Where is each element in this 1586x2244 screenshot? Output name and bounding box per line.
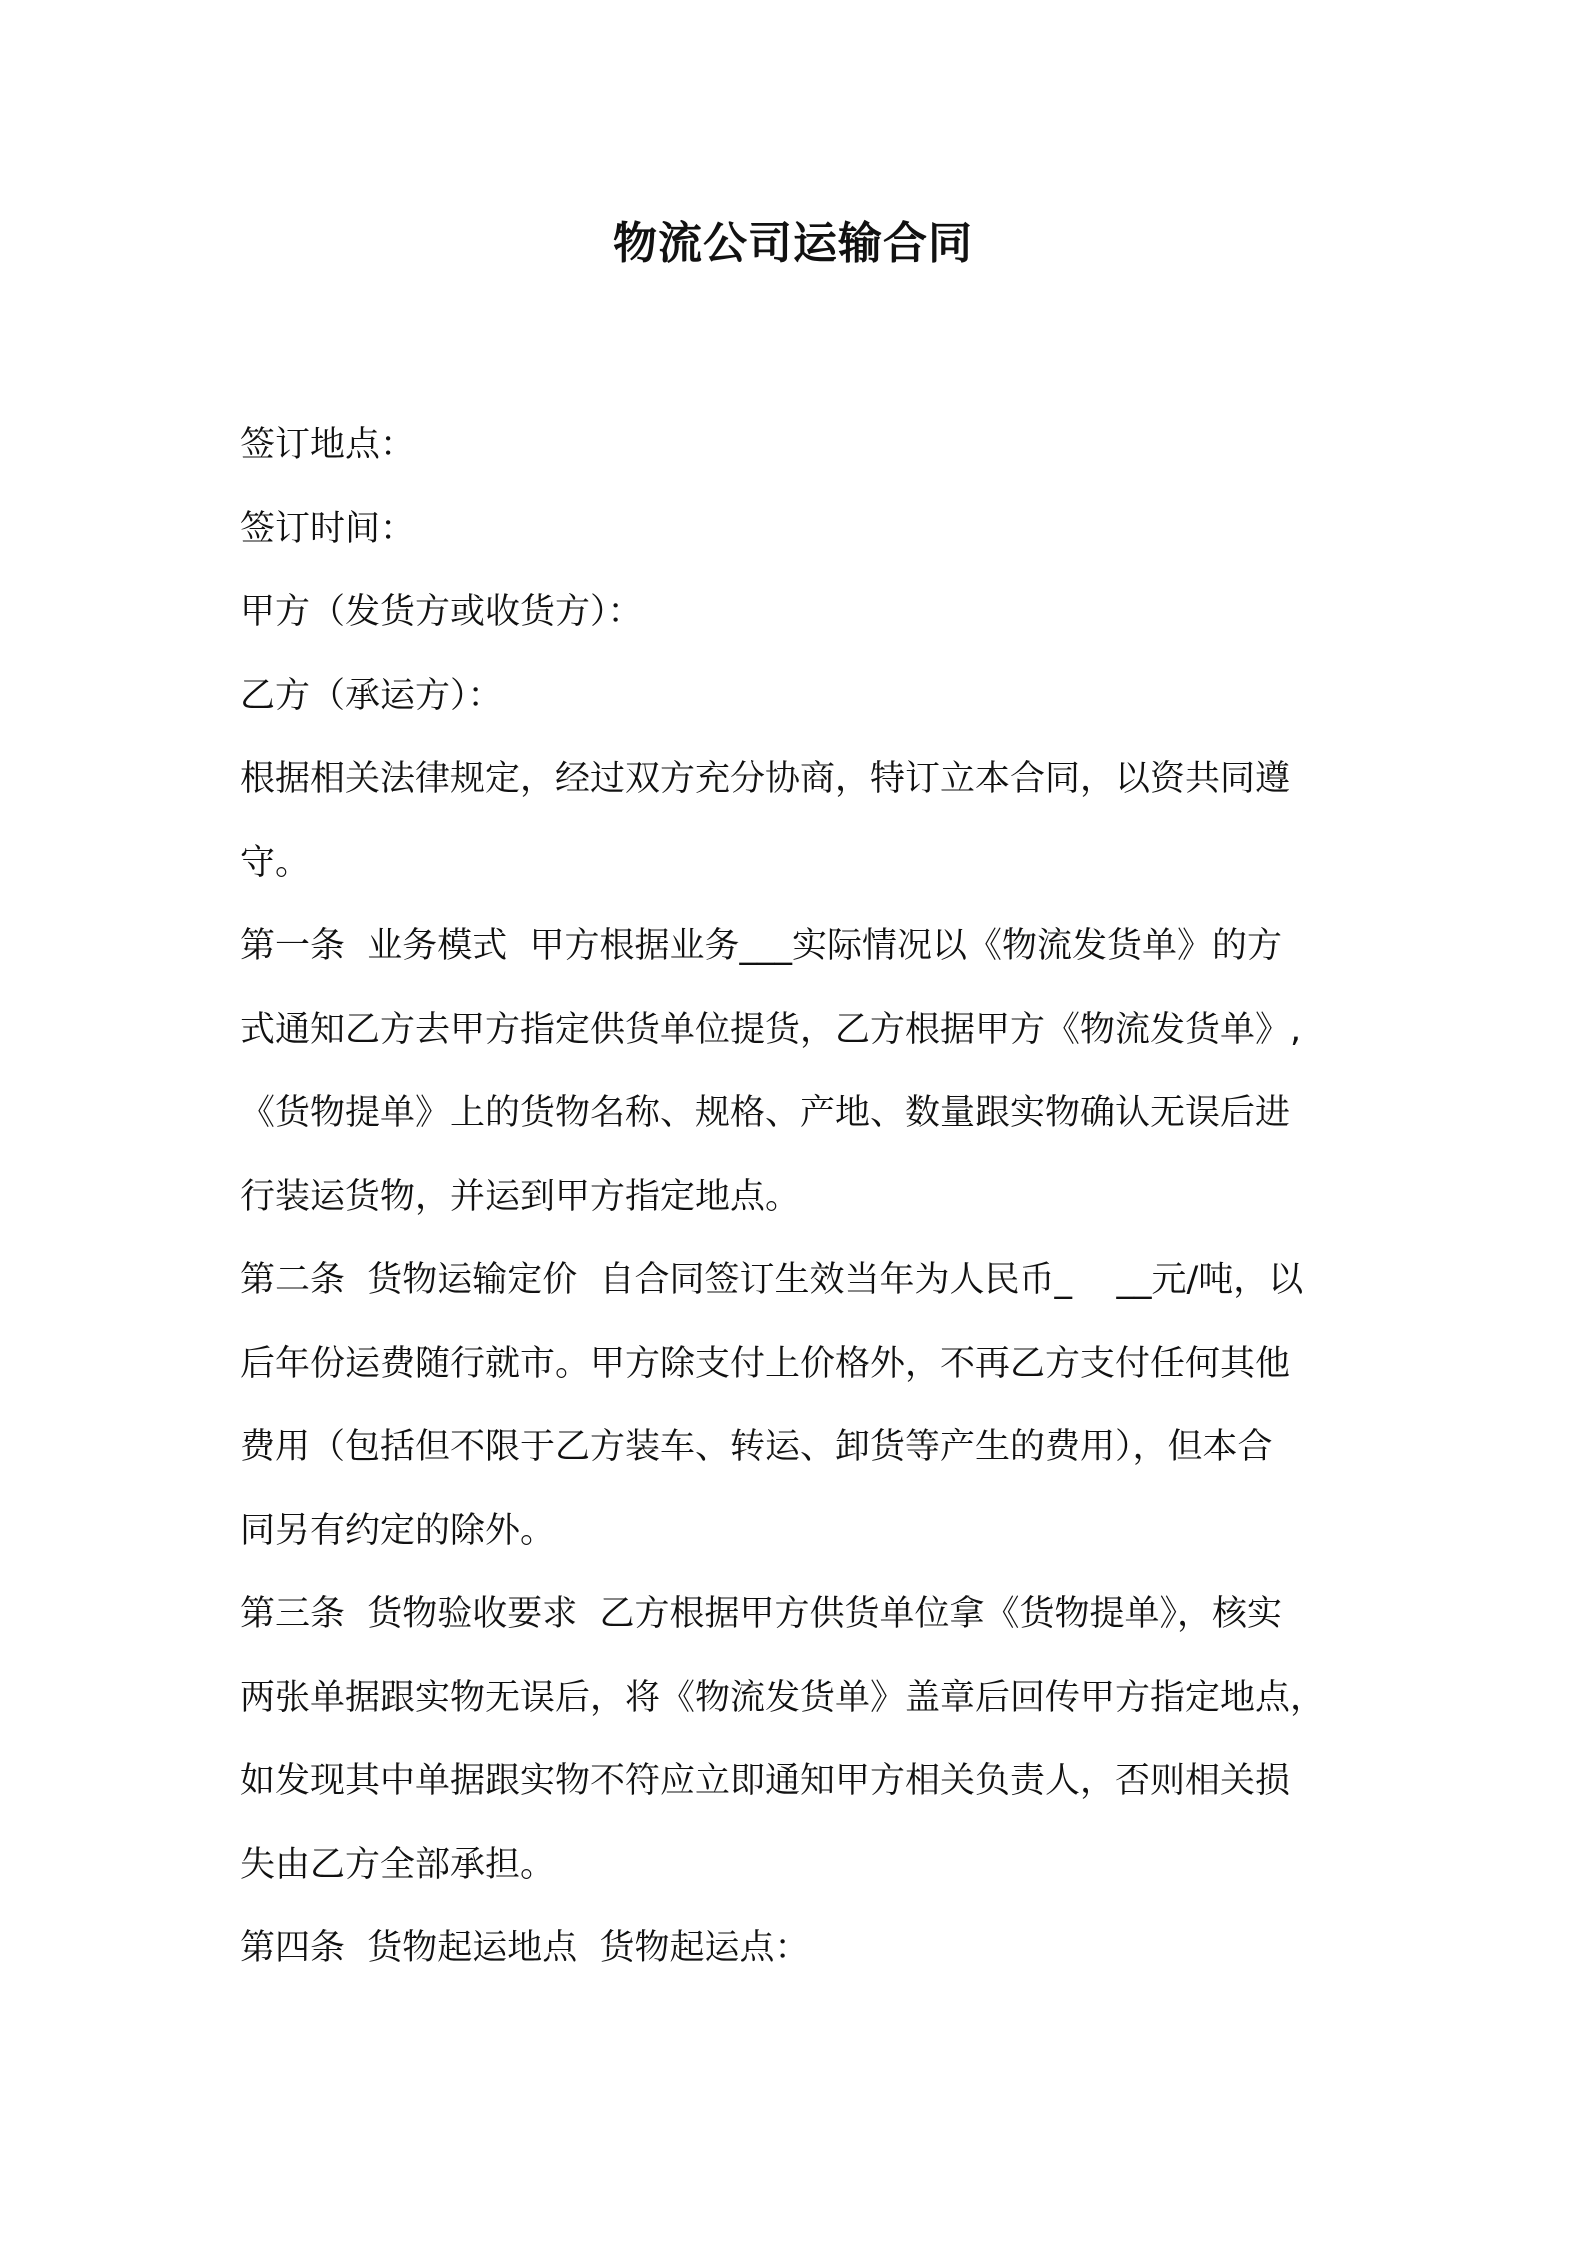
article-1-line: 式通知乙方去甲方指定供货单位提货，乙方根据甲方《物流发货单》, — [240, 1009, 1302, 1050]
document-body — [240, 404, 1360, 1991]
article-3-line: 第三条 货物验收要求 乙方根据甲方供货单位拿《货物提单》，核实 — [240, 1594, 1283, 1634]
document-title: 物流公司运输合同 — [613, 218, 973, 269]
article-1-line: 第一条 业务模式 甲方根据业务___实际情况以《物流发货单》的方 — [240, 926, 1283, 966]
article-2-line: 费用（包括但不限于乙方装车、转运、卸货等产生的费用），但本合 — [240, 1427, 1273, 1467]
article-3-line: 失由乙方全部承担。 — [240, 1844, 556, 1885]
field-party-b: 乙方（承运方）： — [240, 675, 503, 716]
article-2-line: 同另有约定的除外。 — [240, 1510, 556, 1551]
article-1-line: 《货物提单》上的货物名称、规格、产地、数量跟实物确认无误后进 — [240, 1093, 1291, 1133]
preamble-line: 守。 — [240, 842, 311, 883]
article-1-line: 行装运货物，并运到甲方指定地点。 — [240, 1176, 801, 1217]
field-party-a: 甲方（发货方或收货方）： — [240, 592, 643, 632]
article-4-line: 第四条 货物起运地点 货物起运点： — [240, 1928, 810, 1968]
article-3-line: 如发现其中单据跟实物不符应立即通知甲方相关负责人，否则相关损 — [240, 1761, 1291, 1801]
field-signing-time: 签订时间： — [240, 508, 416, 549]
article-2-line: 第二条 货物运输定价 自合同签订生效当年为人民币_ __元/吨，以 — [240, 1260, 1304, 1300]
preamble-line: 根据相关法律规定，经过双方充分协商，特订立本合同，以资共同遵 — [240, 759, 1291, 799]
article-3-line: 两张单据跟实物无误后，将《物流发货单》盖章后回传甲方指定地点， — [240, 1677, 1326, 1718]
article-2-line: 后年份运费随行就市。甲方除支付上价格外，不再乙方支付任何其他 — [240, 1343, 1291, 1384]
field-signing-place: 签订地点： — [240, 425, 416, 465]
